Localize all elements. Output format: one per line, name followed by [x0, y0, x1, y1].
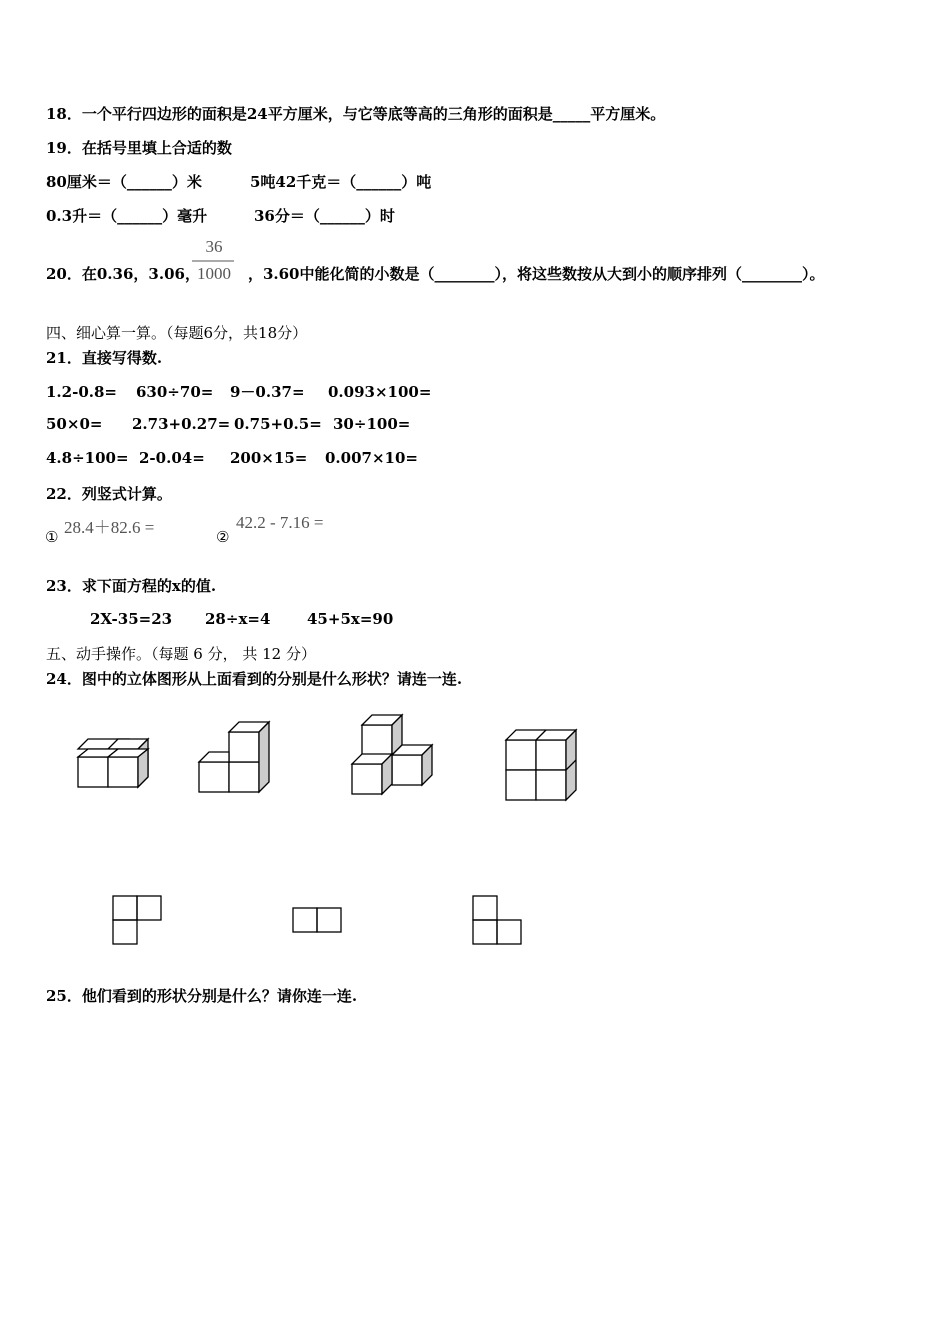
arith-item: 0.093×100= [328, 383, 432, 401]
top-view-shape-2 [291, 906, 343, 934]
solid-figure-3 [346, 710, 436, 800]
vertical-calc-expr-1: 28.4＋82.6 = [64, 518, 155, 537]
q21-row-1 [46, 381, 431, 402]
arith-item: 0.75+0.5= [234, 415, 322, 433]
question-21-title: 21．直接写得数. [46, 349, 163, 367]
conversion-item: 80厘米＝（______）米 [46, 173, 202, 191]
vertical-calc-expr-2: 42.2 - 7.16 = [236, 513, 324, 532]
equation: 45+5x=90 [307, 610, 394, 628]
q21-row-2 [46, 415, 410, 433]
question-19-title: 19．在括号里填上合适的数 [46, 139, 232, 157]
section-4-heading: 四、细心算一算。（每题6分，共18分） [46, 324, 308, 342]
equation: 2X-35=23 [90, 610, 173, 628]
question-23-title: 23．求下面方程的x的值. [46, 577, 217, 595]
equation: 28÷x=4 [205, 610, 271, 628]
fraction-bar [192, 259, 236, 263]
section-5-heading: 五、动手操作。（每题 6 分， 共 12 分） [46, 645, 316, 663]
question-18-text: 18．一个平行四边形的面积是24平方厘米，与它等底等高的三角形的面积是_____平方厘米。 [46, 105, 666, 123]
item-mark-1: ① [45, 528, 59, 546]
question-25-title: 25．他们看到的形状分别是什么？请你连一连. [46, 987, 358, 1005]
solid-figure-2 [194, 718, 274, 798]
arith-item: 9－0.37= [230, 383, 305, 401]
question-24-title: 24．图中的立体图形从上面看到的分别是什么形状？请连一连. [46, 670, 463, 688]
arith-item: 200×15= [230, 449, 308, 467]
arith-item: 4.8÷100= [46, 449, 129, 467]
conversion-item: 5吨42千克＝（______）吨 [250, 173, 432, 191]
solid-figure-4 [500, 726, 585, 806]
equation-row [90, 610, 393, 628]
question-19-row-2 [46, 205, 395, 226]
q21-row-3 [46, 449, 418, 467]
question-18 [46, 103, 665, 124]
item-mark-2: ② [216, 528, 230, 546]
solid-figure-1 [72, 734, 152, 794]
conversion-item: 0.3升＝（______）毫升 [46, 207, 208, 225]
arith-item: 0.007×10= [325, 449, 418, 467]
conversion-item: 36分＝（______）时 [254, 207, 395, 225]
question-20: 20．在0.36，3.06， ，3.60中能化简的小数是（________），将这些数按从大到小的顺序排列（________）。 [46, 265, 825, 283]
fraction-numerator: 36 [205, 237, 223, 256]
question-22-title: 22．列竖式计算。 [46, 485, 172, 503]
question-19-row-1 [46, 171, 431, 192]
arith-item: 1.2-0.8= [46, 383, 117, 401]
arith-item: 630÷70= [136, 383, 214, 401]
arith-item: 2.73+0.27= [132, 415, 231, 433]
arith-item: 30÷100= [333, 415, 411, 433]
fraction-denominator: 1000 [197, 264, 231, 283]
top-view-shape-3 [471, 894, 523, 946]
top-view-shape-1 [111, 894, 163, 946]
arith-item: 2-0.04= [139, 449, 205, 467]
arith-item: 50×0= [46, 415, 103, 433]
